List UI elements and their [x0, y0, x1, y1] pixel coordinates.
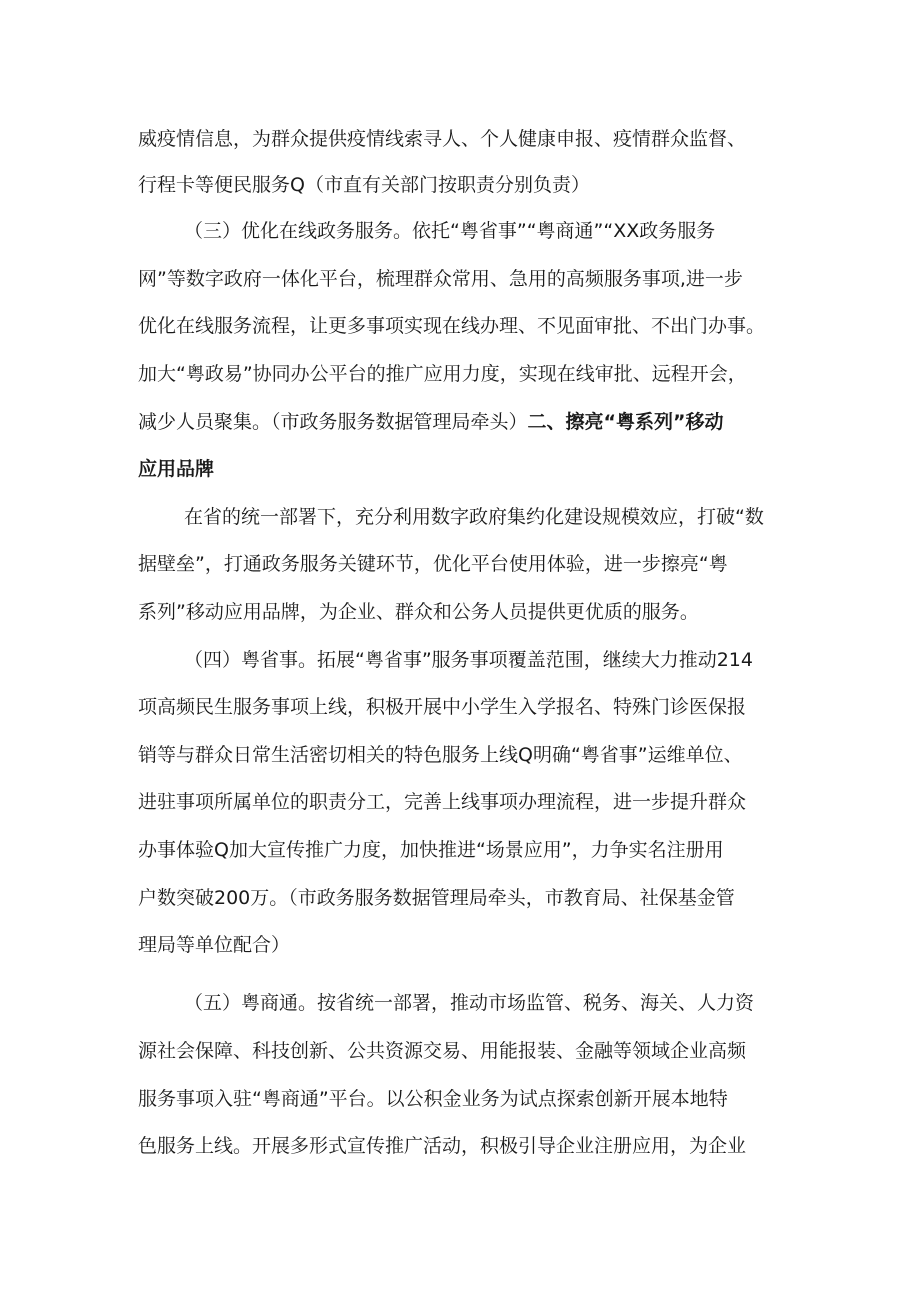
line-text: 进驻事项所属单位的职责分工，完善上线事项办理流程，进一步提升群众	[138, 791, 747, 813]
text-line	[0, 119, 920, 159]
text-line	[0, 544, 920, 584]
paragraph-start-line	[0, 497, 920, 537]
line-text: （三）优化在线政务服务。依托“粤省事”“粤商通”“XX政务服务	[184, 220, 716, 242]
line-text: 优化在线服务流程，让更多事项实现在线办理、不见面审批、不出门办事。	[138, 315, 766, 337]
line-text: 销等与群众日常生活密切相关的特色服务上线Q明确“粤省事”运维单位、	[138, 744, 743, 766]
text-line	[0, 878, 920, 918]
text-line	[0, 402, 920, 442]
section-heading-continuation	[0, 449, 920, 489]
paragraph-start-line	[0, 983, 920, 1023]
line-text: 网”等数字政府一体化平台，梳理群众常用、急用的高频服务事项,进一步	[138, 268, 743, 290]
paragraph-start-line	[0, 640, 920, 680]
text-line	[0, 782, 920, 822]
line-text: （五）粤商通。按省统一部署，推动市场监管、税务、海关、人力资	[184, 992, 755, 1014]
text-line	[0, 925, 920, 965]
line-text: 系列”移动应用品牌，为企业、群众和公务人员提供更优质的服务。	[138, 601, 699, 623]
line-text: 理局等单位配合）	[138, 934, 291, 956]
line-text: 色服务上线。开展多形式宣传推广活动，积极引导企业注册应用，为企业	[138, 1135, 747, 1157]
text-line	[0, 1126, 920, 1166]
text-line	[0, 259, 920, 299]
text-line	[0, 1079, 920, 1119]
line-text: 威疫情信息，为群众提供疫情线索寻人、个人健康申报、疫情群众监督、	[138, 128, 747, 150]
text-line	[0, 830, 920, 870]
text-line	[0, 306, 920, 346]
line-text: 服务事项入驻“粤商通”平台。以公积金业务为试点探索创新开展本地特	[138, 1088, 728, 1110]
line-text: 办事体验Q加大宣传推广力度，加快推进“场景应用”，力争实名注册用	[138, 839, 724, 861]
text-line	[0, 687, 920, 727]
text-line	[0, 1031, 920, 1071]
line-text: 减少人员聚集。（市政务服务数据管理局牵头）	[138, 411, 528, 433]
section-heading: 二、擦亮“粤系列”移动	[527, 411, 724, 433]
text-line	[0, 735, 920, 775]
line-text: 行程卡等便民服务Q（市直有关部门按职责分别负责）	[138, 174, 590, 196]
text-line	[0, 354, 920, 394]
text-line	[0, 592, 920, 632]
line-text: 户数突破200万。（市政务服务数据管理局牵头，市教育局、社保基金管	[138, 887, 735, 909]
line-text: 应用品牌	[138, 458, 215, 480]
text-line	[0, 165, 920, 205]
line-text: （四）粤省事。拓展“粤省事”服务事项覆盖范围，继续大力推动214	[184, 649, 753, 671]
line-text: 在省的统一部署下，充分利用数字政府集约化建设规模效应，打破“数	[184, 506, 764, 528]
line-text: 源社会保障、科技创新、公共资源交易、用能报装、金融等领域企业高频	[138, 1040, 747, 1062]
line-text: 加大“粤政易”协同办公平台的推广应用力度，实现在线审批、远程开会，	[138, 363, 747, 385]
paragraph-start-line	[0, 211, 920, 251]
line-text: 项高频民生服务事项上线，积极开展中小学生入学报名、特殊门诊医保报	[138, 696, 747, 718]
line-text: 据壁垒”，打通政务服务关键环节，优化平台使用体验，进一步擦亮“粤	[138, 553, 728, 575]
